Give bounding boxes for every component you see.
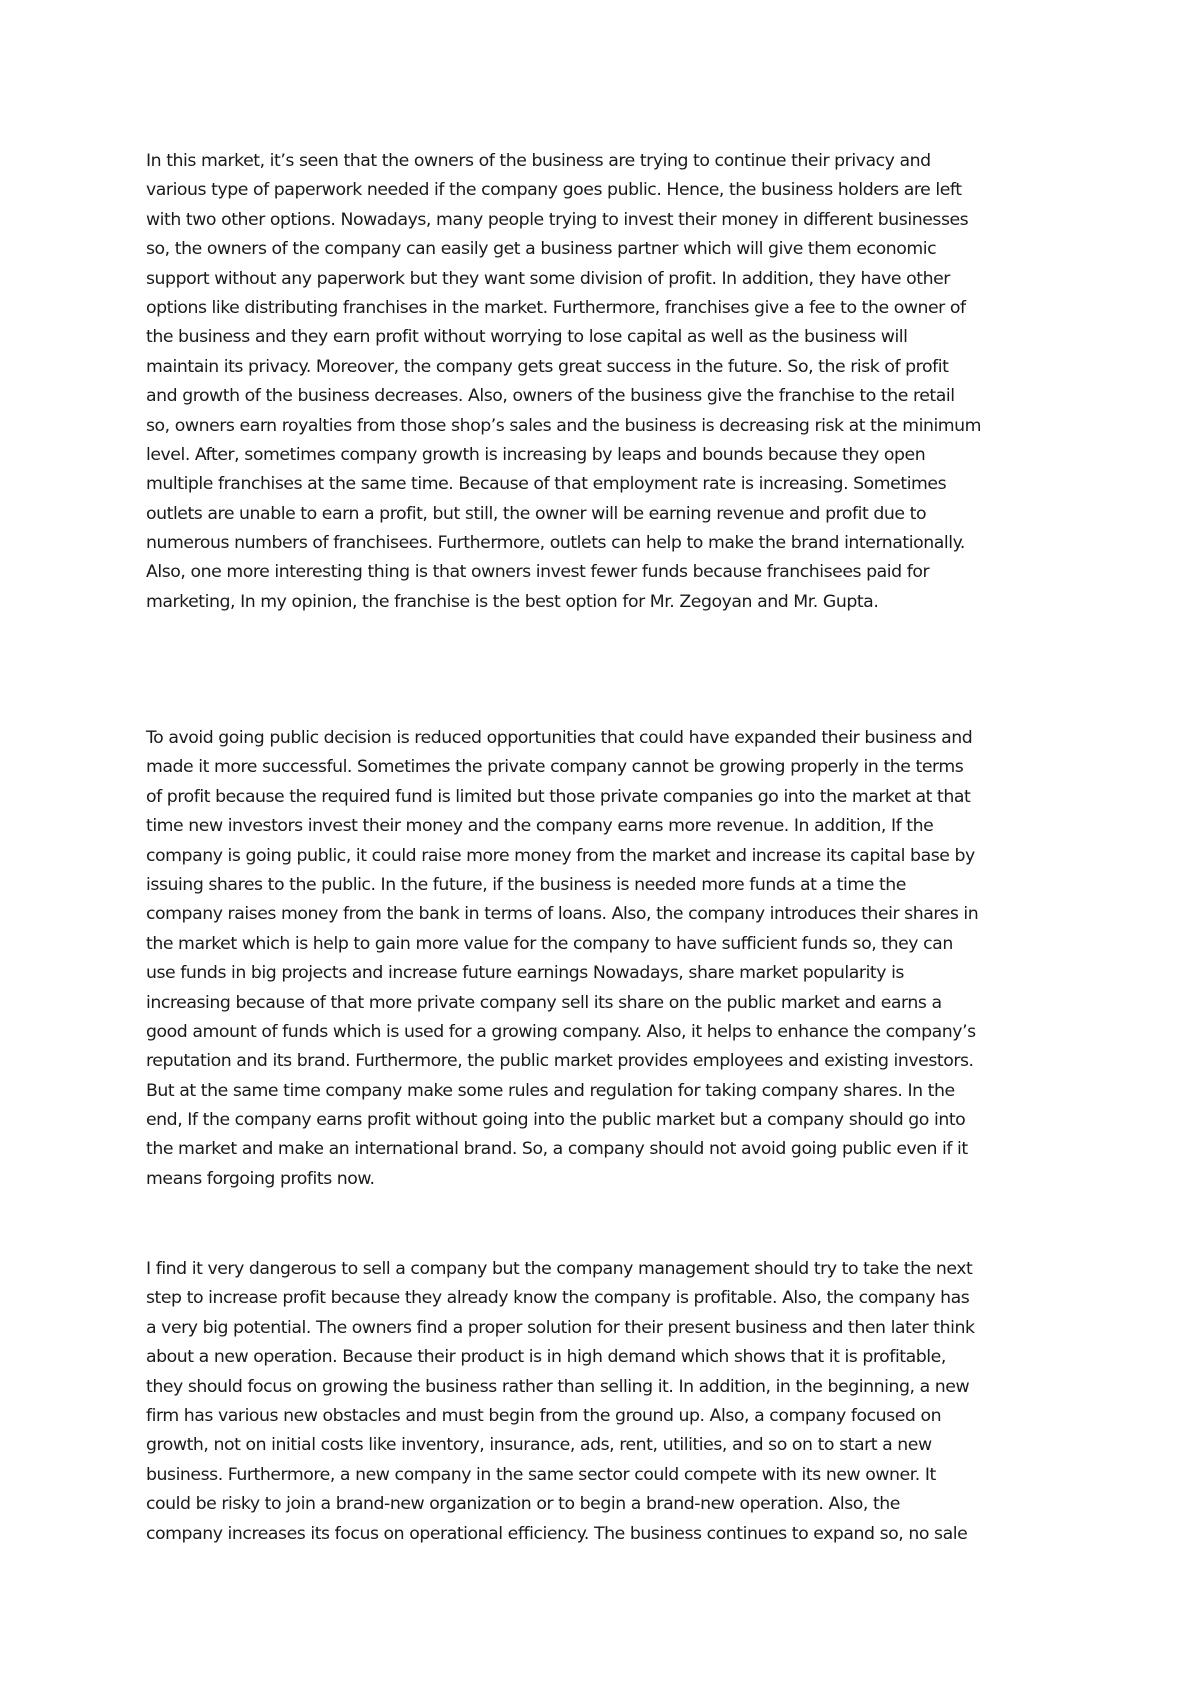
- text-line: time new investors invest their money and the company earns more revenue. In addition, If the: [146, 816, 934, 837]
- text-line: could be risky to join a brand-new organization or to begin a brand-new operation. Also, the: [146, 1494, 900, 1515]
- text-line: firm has various new obstacles and must begin from the ground up. Also, a company focused on: [146, 1405, 942, 1426]
- text-line: step to increase profit because they already know the company is profitable. Also, the company has: [146, 1288, 970, 1309]
- text-line: Also, one more interesting thing is that owners invest fewer funds because franchisees paid for: [146, 562, 930, 583]
- text-line: a very big potential. The owners find a proper solution for their present business and then later think: [146, 1317, 975, 1338]
- text-line: outlets are unable to earn a profit, but still, the owner will be earning revenue and profit due to: [146, 503, 927, 524]
- text-line: marketing, In my opinion, the franchise is the best option for Mr. Zegoyan and Mr. Gupta.: [146, 591, 879, 612]
- text-line: the market which is help to gain more value for the company to have sufficient funds so, they can: [146, 933, 953, 954]
- paragraph-selling-company: [146, 1255, 1076, 1549]
- text-line: the business and they earn profit without worrying to lose capital as well as the business will: [146, 327, 908, 348]
- text-line: end, If the company earns profit without going into the public market but a company should go into: [146, 1110, 966, 1131]
- text-line: But at the same time company make some rules and regulation for taking company shares. In the: [146, 1080, 955, 1101]
- text-line: company increases its focus on operational efficiency. The business continues to expand so, no sale: [146, 1523, 968, 1544]
- text-line: so, owners earn royalties from those shop’s sales and the business is decreasing risk at the minimum: [146, 415, 982, 436]
- text-line: of profit because the required fund is limited but those private companies go into the market at that: [146, 786, 971, 807]
- text-line: use funds in big projects and increase future earnings Nowadays, share market popularity is: [146, 963, 904, 984]
- text-line: issuing shares to the public. In the future, if the business is needed more funds at a time the: [146, 874, 906, 895]
- paragraph-going-public: [146, 724, 1076, 1194]
- paragraph-franchise-option: [146, 147, 1076, 617]
- text-line: options like distributing franchises in the market. Furthermore, franchises give a fee to the owner of: [146, 297, 966, 318]
- text-line: level. After, sometimes company growth is increasing by leaps and bounds because they open: [146, 444, 926, 465]
- text-line: numerous numbers of franchisees. Furthermore, outlets can help to make the brand internationally.: [146, 533, 965, 554]
- text-line: company is going public, it could raise more money from the market and increase its capital base by: [146, 845, 975, 866]
- text-line: so, the owners of the company can easily get a business partner which will give them economic: [146, 239, 937, 260]
- text-line: In this market, it’s seen that the owners of the business are trying to continue their privacy and: [146, 151, 931, 171]
- text-line: the market and make an international brand. So, a company should not avoid going public even if it: [146, 1139, 968, 1160]
- text-line: various type of paperwork needed if the company goes public. Hence, the business holders are left: [146, 180, 962, 201]
- text-line: about a new operation. Because their product is in high demand which shows that it is profitable,: [146, 1347, 946, 1368]
- text-line: reputation and its brand. Furthermore, the public market provides employees and existing investors.: [146, 1051, 974, 1072]
- text-line: with two other options. Nowadays, many people trying to invest their money in different businesses: [146, 209, 969, 230]
- text-line: To avoid going public decision is reduced opportunities that could have expanded their business and: [146, 728, 973, 748]
- text-line: support without any paperwork but they want some division of profit. In addition, they have other: [146, 268, 950, 289]
- text-line: I find it very dangerous to sell a company but the company management should try to take the next: [146, 1259, 973, 1279]
- text-line: good amount of funds which is used for a growing company. Also, it helps to enhance the company’s: [146, 1021, 976, 1042]
- text-line: made it more successful. Sometimes the private company cannot be growing properly in the terms: [146, 757, 964, 778]
- text-line: and growth of the business decreases. Also, owners of the business give the franchise to the retail: [146, 386, 955, 407]
- text-line: they should focus on growing the business rather than selling it. In addition, in the beginning, a new: [146, 1376, 970, 1397]
- text-line: increasing because of that more private company sell its share on the public market and earns a: [146, 992, 942, 1013]
- text-line: business. Furthermore, a new company in the same sector could compete with its new owner. It: [146, 1464, 936, 1485]
- text-line: multiple franchises at the same time. Because of that employment rate is increasing. Sometimes: [146, 474, 947, 495]
- text-line: company raises money from the bank in terms of loans. Also, the company introduces their shares in: [146, 904, 979, 925]
- text-line: means forgoing profits now.: [146, 1168, 375, 1189]
- text-line: growth, not on initial costs like inventory, insurance, ads, rent, utilities, and so on to start a new: [146, 1435, 932, 1456]
- text-line: maintain its privacy. Moreover, the company gets great success in the future. So, the risk of profit: [146, 356, 949, 377]
